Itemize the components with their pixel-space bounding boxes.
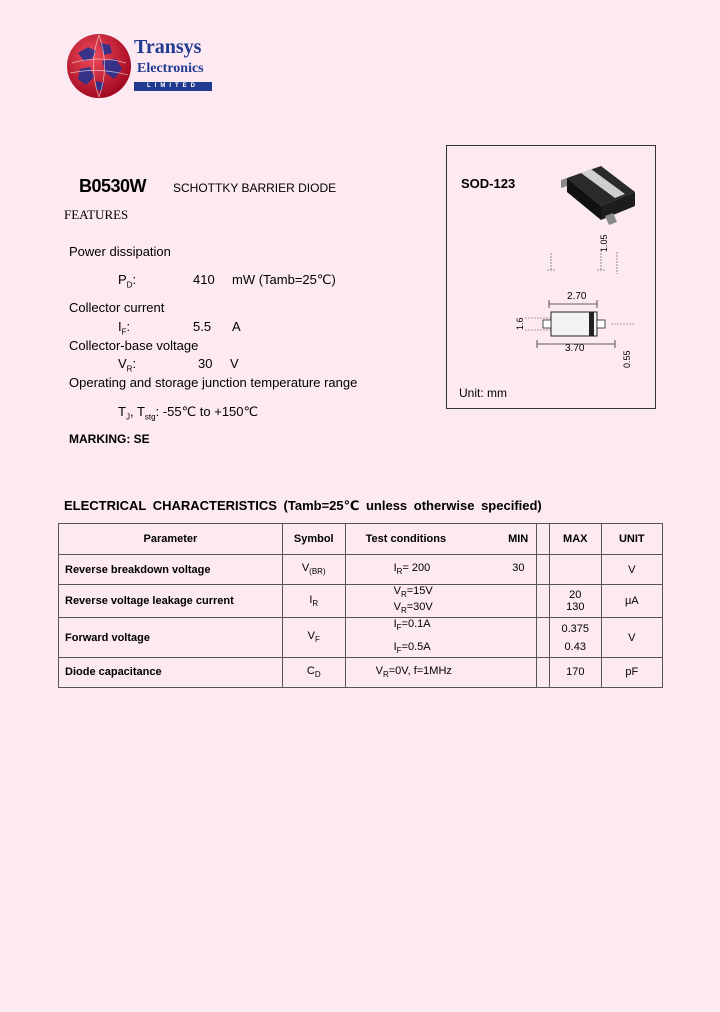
if-symbol: $I_F$: — [118, 319, 131, 337]
pd-unit: mW (Tamb=25℃) — [232, 272, 336, 287]
side-view-sketch — [543, 244, 633, 278]
collector-current-label: Collector current — [69, 300, 165, 315]
header-max: MAX — [549, 524, 601, 555]
row-max: 20 130 — [549, 585, 601, 618]
row-test: $I_R= 200$ 30 — [345, 555, 536, 585]
dim-height: 1.6 — [515, 317, 525, 330]
dim-side: 0.55 — [622, 350, 632, 368]
header-unit: UNIT — [601, 524, 662, 555]
table-row — [59, 618, 663, 657]
header-symbol: Symbol — [282, 524, 345, 555]
temperature-range-value: $T_J$, $T_{stg}$: -55℃ to +150℃ — [118, 404, 259, 422]
company-logo-globe-icon — [66, 33, 132, 99]
row-symbol: $I_R$ — [282, 585, 345, 618]
collector-base-voltage-label: Collector-base voltage — [69, 338, 199, 353]
row-test: $V_R=15V$ $V_R=30V$ — [345, 585, 536, 618]
header-test-conditions: Test conditions MIN — [345, 524, 536, 555]
if-value: 5.5 — [193, 319, 212, 334]
electrical-heading: ELECTRICAL CHARACTERISTICS (Tamb=25℃ unless otherwise specified) — [64, 498, 542, 513]
row-param: Reverse breakdown voltage — [59, 555, 283, 585]
row-min: 30 — [512, 562, 525, 575]
row-symbol: $V_{(BR)}$ — [282, 555, 345, 585]
row-unit: V — [601, 618, 662, 657]
table-row — [59, 585, 663, 618]
row-max: 170 — [549, 657, 601, 687]
temperature-range-label: Operating and storage junction temperature range — [69, 375, 358, 390]
if-unit: A — [232, 319, 241, 334]
dim-top: 2.70 — [567, 291, 587, 302]
row-test: $V_R=0V$, f=1MHz — [345, 657, 536, 687]
brand-subtitle: Electronics — [137, 61, 204, 76]
row-max: 0.375 0.43 — [549, 618, 601, 657]
marking: MARKING: SE — [69, 432, 150, 446]
row-unit: μA — [601, 585, 662, 618]
table-row — [59, 555, 663, 585]
vr-symbol: $V_R$: — [118, 356, 137, 374]
row-param: Forward voltage — [59, 618, 283, 657]
row-unit: pF — [601, 657, 662, 687]
features-heading: FEATURES — [64, 207, 129, 222]
part-number: B0530W — [79, 176, 147, 196]
power-dissipation-label: Power dissipation — [69, 244, 171, 259]
table-row — [59, 657, 663, 687]
unit-label: Unit: mm — [459, 386, 507, 400]
row-symbol: $V_F$ — [282, 618, 345, 657]
brand-tag: LIMITED — [134, 82, 212, 91]
package-drawing-box — [446, 145, 656, 409]
row-symbol: $C_D$ — [282, 657, 345, 687]
header-parameter: Parameter — [59, 524, 283, 555]
dim-bottom: 3.70 — [565, 343, 585, 354]
part-type: SCHOTTKY BARRIER DIODE — [173, 181, 337, 195]
vr-unit: V — [230, 356, 239, 371]
electrical-characteristics-table — [58, 523, 663, 688]
row-unit: V — [601, 555, 662, 585]
brand-name: Transys — [134, 36, 202, 58]
top-view-drawing — [517, 300, 637, 360]
package-name: SOD-123 — [461, 176, 516, 191]
dim-right: 1.05 — [599, 234, 609, 252]
pd-value: 410 — [193, 272, 215, 287]
table-header-row — [59, 524, 663, 555]
package-3d-icon — [559, 162, 639, 234]
row-param: Reverse voltage leakage current — [59, 585, 283, 618]
header-min: MIN — [508, 533, 529, 545]
vr-value: 30 — [198, 356, 213, 371]
row-param: Diode capacitance — [59, 657, 283, 687]
pd-symbol: $P_D$: — [118, 272, 137, 290]
row-test: $I_F=0.1A$ $I_F=0.5A$ — [345, 618, 536, 657]
